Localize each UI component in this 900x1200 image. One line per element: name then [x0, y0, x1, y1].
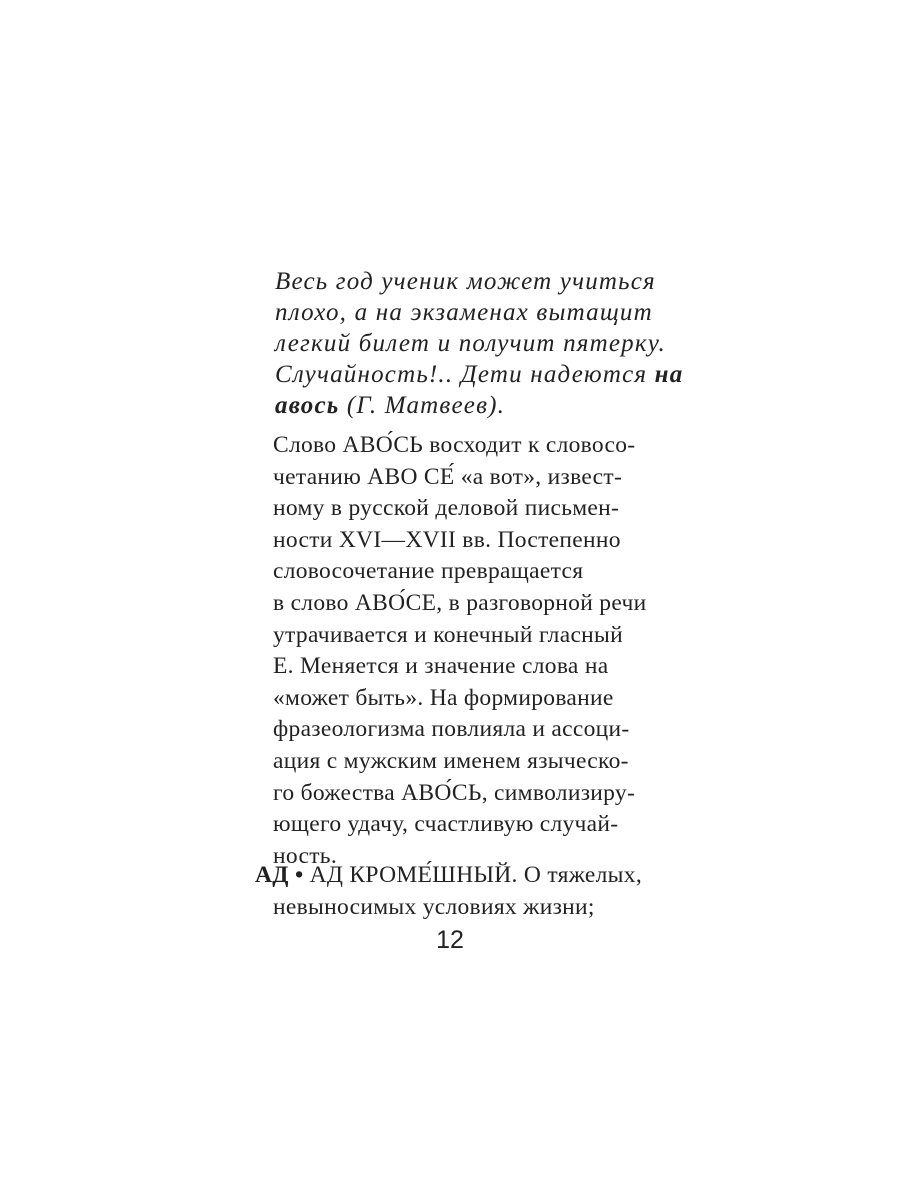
paragraph-line: ность.	[273, 842, 338, 869]
quote-emphasis: на	[654, 361, 684, 388]
entry-line	[255, 860, 685, 892]
quote-line: плохо, а на экзаменах вытащит	[275, 299, 653, 326]
quote-line	[275, 390, 695, 421]
paragraph-line: го божества АВО́СЬ, символизиру-	[273, 779, 636, 806]
paragraph-line: фразеологизма повлияла и ассоци-	[273, 716, 630, 743]
paragraph-line: словосочетание превращается	[273, 558, 584, 585]
page-number: 12	[436, 926, 464, 954]
paragraph-line: ности XVI—XVII вв. Постепенно	[273, 526, 621, 553]
paragraph-line: «может быть». На формирование	[273, 684, 614, 711]
paragraph-line: Е. Меняется и значение слова на	[273, 653, 609, 680]
entry-headword: АД	[255, 862, 289, 888]
quote-line: Весь год ученик может учиться	[275, 268, 656, 295]
bullet-separator: •	[294, 862, 304, 888]
entry-line: невыносимых условиях жизни;	[273, 893, 595, 920]
paragraph-line: ному в русской деловой письмен-	[273, 495, 620, 522]
quote-line-text: Случайность!.. Дети надеются	[275, 361, 648, 388]
paragraph-line: в слово АВО́СЕ, в разговорной речи	[273, 589, 647, 616]
paragraph-line: ющего удачу, счастливую случай-	[273, 811, 619, 838]
quote-line	[275, 359, 695, 390]
entry-definition: АД КРОМЕ́ШНЫЙ. О тяжелых,	[309, 862, 642, 888]
quote-attribution: (Г. Матвеев).	[346, 392, 506, 419]
paragraph-line: четанию АВО СЕ́ «а вот», извест-	[273, 463, 623, 490]
quote-emphasis: авось	[275, 392, 340, 419]
dictionary-entry	[255, 860, 685, 923]
quote-block	[275, 266, 695, 421]
paragraph-line: утрачивается и конечный гласный	[273, 621, 624, 648]
paragraph-line: ация с мужским именем языческо-	[273, 747, 629, 774]
etymology-paragraph	[273, 430, 693, 872]
quote-line: легкий билет и получит пятерку.	[275, 330, 666, 357]
paragraph-line: Слово АВО́СЬ восходит к словосо-	[273, 432, 636, 458]
